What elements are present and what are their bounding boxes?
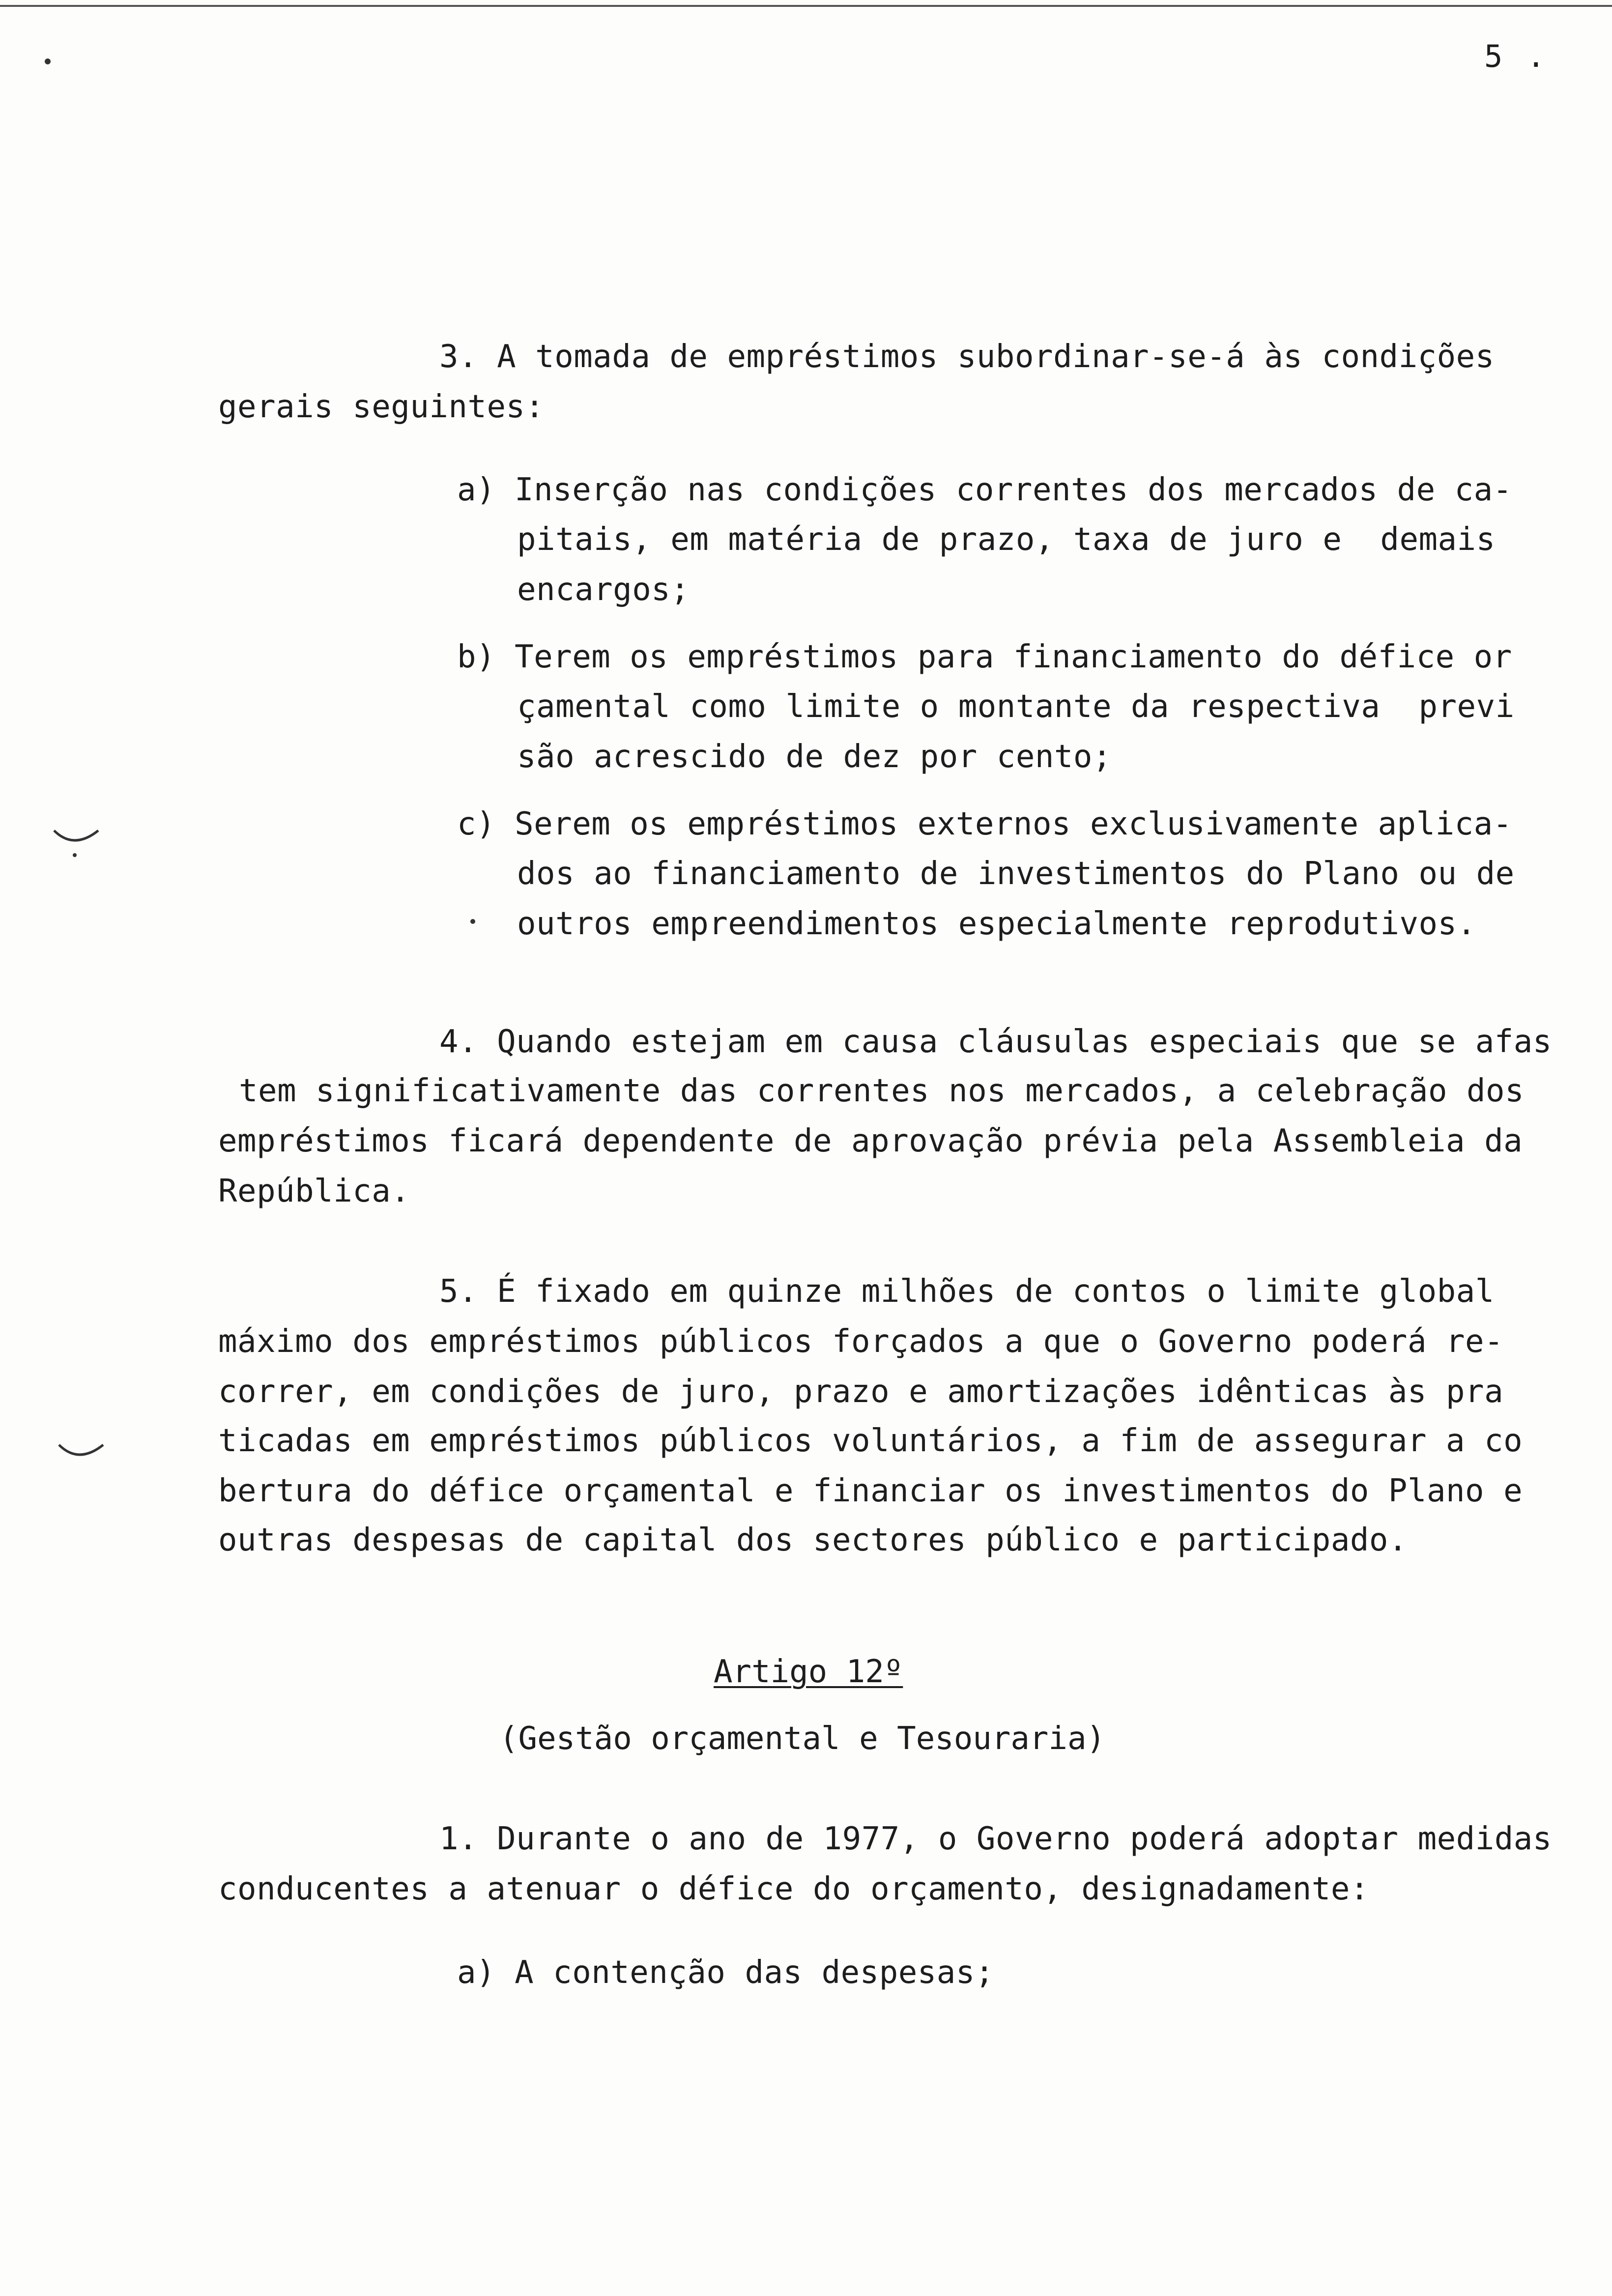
margin-punch-mark-1: [49, 811, 108, 865]
paragraph5-line-3: correr, em condições de juro, prazo e amortizações idênticas às pra: [218, 1374, 1504, 1410]
item-a-line-2: pitais, em matéria de prazo, taxa de juro e demais: [517, 521, 1496, 558]
article-subtitle: (Gestão orçamental e Tesouraria): [499, 1721, 1105, 1757]
paragraph4-line-1: 4. Quando estejam em causa cláusulas especiais que se afas: [439, 1024, 1552, 1060]
paragraph3-line-1: 3. A tomada de empréstimos subordinar-se-á às condições: [439, 339, 1495, 375]
item-b-line-2: çamental como limite o montante da respectiva previ: [517, 689, 1515, 725]
paragraph4-line-3: empréstimos ficará dependente de aprovação prévia pela Assembleia da: [218, 1123, 1523, 1159]
margin-punch-mark-2: [54, 1435, 113, 1474]
article-item-a-line-1: a) A contenção das despesas;: [457, 1954, 994, 1991]
item-a-line-1: a) Inserção nas condições correntes dos mercados de ca-: [457, 472, 1512, 508]
paragraph5-line-2: máximo dos empréstimos públicos forçados a que o Governo poderá re-: [218, 1323, 1504, 1360]
margin-dot-2: [467, 914, 482, 929]
paragraph5-line-1: 5. É fixado em quinze milhões de contos o limite global: [439, 1273, 1495, 1310]
article-par1-line-1: 1. Durante o ano de 1977, o Governo poderá adoptar medidas: [439, 1821, 1552, 1857]
article-title: Artigo 12º: [714, 1654, 903, 1690]
paragraph4-line-4: República.: [218, 1173, 410, 1209]
item-c-line-1: c) Serem os empréstimos externos exclusivamente aplica-: [457, 806, 1512, 842]
item-c-line-3: outros empreendimentos especialmente reprodutivos.: [517, 906, 1476, 942]
item-a-line-3: encargos;: [517, 572, 690, 608]
article-par1-line-2: conducentes a atenuar o défice do orçamento, designadamente:: [218, 1871, 1369, 1907]
item-b-line-3: são acrescido de dez por cento;: [517, 739, 1112, 775]
paragraph5-line-5: bertura do défice orçamental e financiar os investimentos do Plano e: [218, 1473, 1523, 1509]
paragraph3-line-2: gerais seguintes:: [218, 389, 545, 425]
paragraph5-line-4: ticadas em empréstimos públicos voluntários, a fim de assegurar a co: [218, 1423, 1523, 1459]
paragraph5-line-6: outras despesas de capital dos sectores público e participado.: [218, 1522, 1408, 1558]
paragraph4-line-2: tem significativamente das correntes nos mercados, a celebração dos: [239, 1073, 1525, 1109]
margin-dot-1: [42, 54, 57, 69]
page-number: 5 .: [1484, 38, 1548, 74]
top-rule: [0, 5, 1612, 7]
item-b-line-1: b) Terem os empréstimos para financiamento do défice or: [457, 639, 1512, 675]
item-c-line-2: dos ao financiamento de investimentos do Plano ou de: [517, 856, 1515, 892]
